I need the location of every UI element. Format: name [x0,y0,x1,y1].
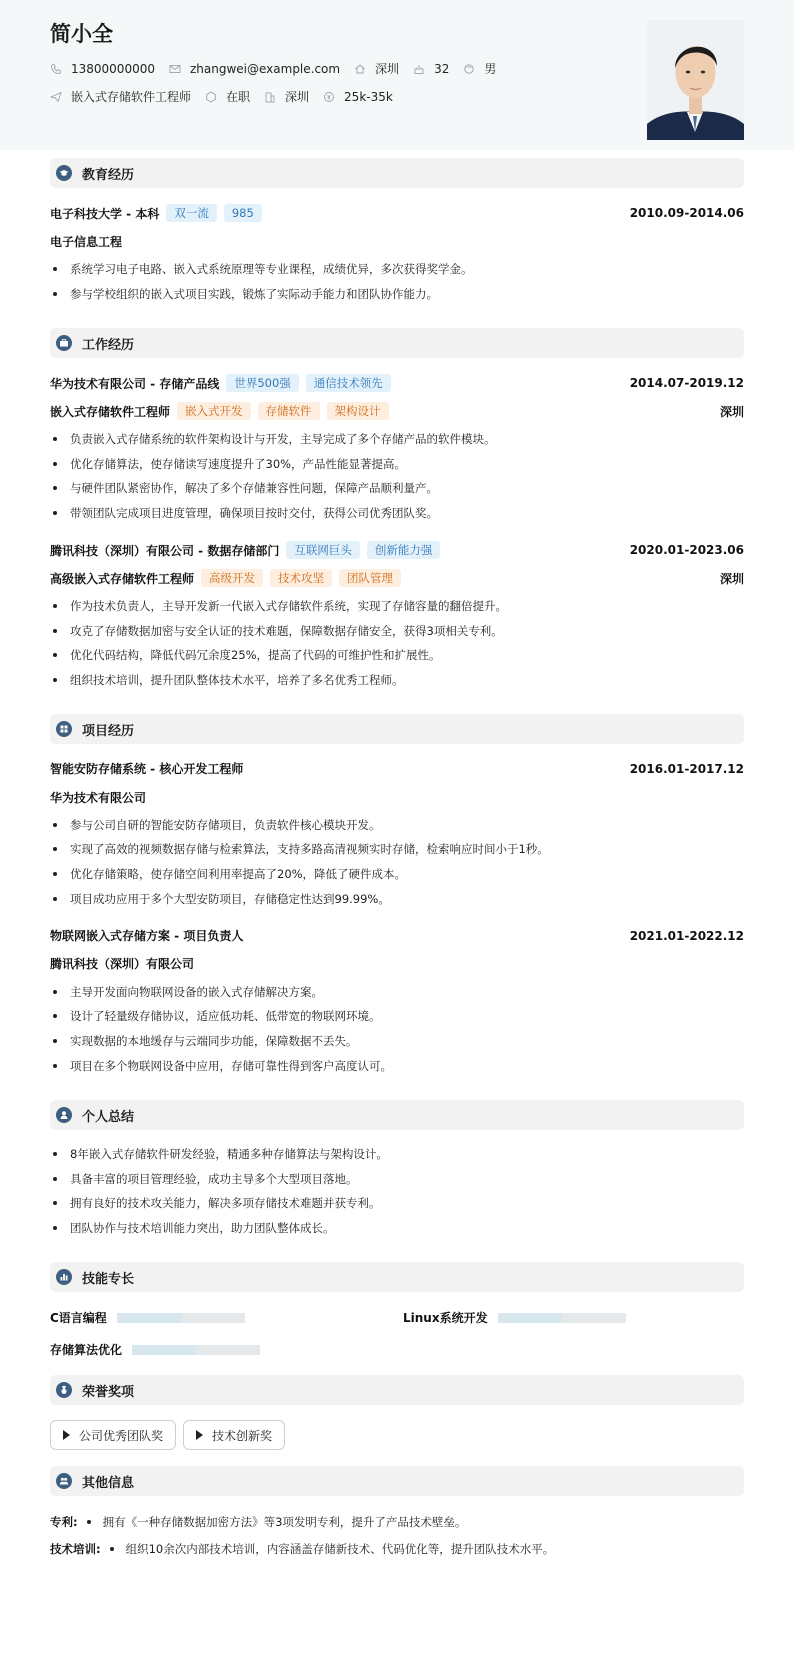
project-company-line [50,789,744,806]
work-section-header [50,328,744,358]
list-item: 项目成功应用于多个大型安防项目，存储稳定性达到99.99%。 [50,891,744,907]
award-item [183,1420,285,1450]
list-item: 拥有良好的技术攻关能力，解决多项存储技术难题并获专利。 [50,1195,744,1211]
project-period: 2021.01-2022.12 [629,928,744,943]
list-item: 优化存储策略，使存储空间利用率提高了20%，降低了硬件成本。 [50,866,744,882]
company-tag: 创新能力强 [367,541,441,559]
work-company-line [50,541,744,559]
role-tag: 高级开发 [201,569,263,587]
list-item: 组织技术培训，提升团队整体技术水平，培养了多名优秀工程师。 [50,672,744,688]
skill-name: Linux系统开发 [403,1311,488,1325]
work-location: 深圳 [719,571,744,586]
other-key: 专利: [50,1515,78,1529]
summary-section-header [50,1100,744,1130]
list-item: 与硬件团队紧密协作，解决了多个存储兼容性问题，保障产品顺利量产。 [50,480,744,496]
contact-row [50,60,510,77]
play-icon [196,1430,203,1440]
list-item: 参与学校组织的嵌入式项目实践，锻炼了实际动手能力和团队协作能力。 [50,286,744,302]
email-item [169,62,340,76]
role-name: 嵌入式存储软件工程师 [50,404,171,419]
award-item [50,1420,176,1450]
role-name: 高级嵌入式存储软件工程师 [50,571,195,586]
project-title-line [50,927,744,944]
company-name: 华为技术有限公司 - 存储产品线 [50,376,220,391]
education-section-title: 教育经历 [82,167,135,183]
other-item [50,1514,466,1530]
other-item [50,1541,554,1557]
phone-icon [50,63,62,75]
target-city-text: 深圳 [285,90,310,104]
work-role-line [50,569,744,587]
projects-section-title: 项目经历 [82,723,135,739]
project-title-line [50,760,744,777]
company-tag: 互联网巨头 [286,541,360,559]
skill-fill [498,1313,562,1323]
skills-section-title: 技能专长 [82,1271,135,1287]
project-title: 智能安防存储系统 - 核心开发工程师 [50,762,244,776]
age-text: 32 [434,61,450,76]
project-company-line [50,955,744,972]
gender-text: 男 [484,62,497,76]
list-item: 主导开发面向物联网设备的嵌入式存储解决方案。 [50,984,744,1000]
other-value: 组织10余次内部技术培训，内容涵盖存储新技术、代码优化等，提升团队技术水平。 [125,1542,555,1556]
work-company-line [50,374,744,392]
award-label: 公司优秀团队奖 [79,1428,164,1443]
list-item: 8年嵌入式存储软件研发经验，精通多种存储算法与架构设计。 [50,1146,744,1162]
work-period: 2014.07-2019.12 [629,376,744,390]
list-item: 设计了轻量级存储协议，适应低功耗、低带宽的物联网环境。 [50,1008,744,1024]
list-item: 优化存储算法，使存储读写速度提升了30%，产品性能显著提高。 [50,456,744,472]
position-item [50,88,191,105]
list-item: 实现了高效的视频数据存储与检索算法，支持多路高清视频实时存储，检索响应时间小于1秒。 [50,841,744,857]
list-item: 项目在多个物联网设备中应用，存储可靠性得到客户高度认可。 [50,1058,744,1074]
city-text: 深圳 [375,62,400,76]
school-tag: 双一流 [166,204,217,222]
project-period: 2016.01-2017.12 [629,761,744,776]
summary-section-title: 个人总结 [82,1109,135,1125]
project-title: 物联网嵌入式存储方案 - 项目负责人 [50,929,244,943]
cake-icon [413,63,425,75]
education-major-line [50,233,744,250]
skill-bar [132,1345,260,1355]
role-tag: 团队管理 [339,569,401,587]
other-section-header [50,1466,744,1496]
company-name: 腾讯科技（深圳）有限公司 - 数据存储部门 [50,543,280,558]
awards-section-header [50,1375,744,1405]
city-item [354,60,399,77]
people-icon [56,1473,72,1489]
list-item: 团队协作与技术培训能力突出，助力团队整体成长。 [50,1220,744,1236]
target-city-item [264,88,309,105]
school-name: 电子科技大学 - 本科 [50,206,160,221]
skill-fill [117,1313,181,1323]
building-icon [264,91,276,103]
work-role-line [50,402,744,420]
job-intent-row [50,88,407,105]
status-item [205,88,250,105]
play-icon [63,1430,70,1440]
hexagon-icon [205,91,217,103]
other-section-title: 其他信息 [82,1475,135,1491]
status-text: 在职 [226,90,251,104]
other-value: 拥有《一种存储数据加密方法》等3项发明专利，提升了产品技术壁垒。 [102,1515,467,1529]
skill-bar [498,1313,626,1323]
work-section-title: 工作经历 [82,337,135,353]
salary-item [323,90,393,104]
salary-text: 25k-35k [344,89,393,104]
candidate-name: 简小全 [50,22,113,46]
list-item: 作为技术负责人，主导开发新一代嵌入式存储软件系统，实现了存储容量的翻倍提升。 [50,598,744,614]
list-item: 优化代码结构，降低代码冗余度25%，提高了代码的可维护性和扩展性。 [50,647,744,663]
role-tag: 存储软件 [258,402,320,420]
major-name: 电子信息工程 [50,235,123,249]
list-item: 负责嵌入式存储系统的软件架构设计与开发，主导完成了多个存储产品的软件模块。 [50,431,744,447]
skill-name: 存储算法优化 [50,1343,123,1357]
phone-text: 13800000000 [71,61,155,76]
medal-icon [56,1382,72,1398]
company-tag: 通信技术领先 [306,374,391,392]
skills-section-header [50,1262,744,1292]
projects-section-header [50,714,744,744]
profile-photo [647,20,744,140]
gender-item [463,60,496,77]
other-key: 技术培训: [50,1542,101,1556]
work-location: 深圳 [719,404,744,419]
skill-fill [132,1345,196,1355]
skill-item [50,1309,245,1326]
graduation-cap-icon [56,165,72,181]
skill-item [403,1309,626,1326]
awards-section-title: 荣誉奖项 [82,1384,135,1400]
briefcase-icon [56,335,72,351]
project-company: 腾讯科技（深圳）有限公司 [50,957,195,971]
list-item: 系统学习电子电路、嵌入式系统原理等专业课程，成绩优异，多次获得奖学金。 [50,261,744,277]
phone-item [50,62,155,76]
list-item: 参与公司自研的智能安防存储项目，负责软件核心模块开发。 [50,817,744,833]
home-icon [354,63,366,75]
email-text: zhangwei@example.com [189,61,341,76]
person-icon [56,1107,72,1123]
work-period: 2020.01-2023.06 [629,543,744,557]
role-tag: 架构设计 [327,402,389,420]
grid-icon [56,721,72,737]
list-item: 具备丰富的项目管理经验，成功主导多个大型项目落地。 [50,1171,744,1187]
list-item: 攻克了存储数据加密与安全认证的技术难题，保障数据存储安全，获得3项相关专利。 [50,623,744,639]
education-school-line [50,204,744,222]
age-item [413,62,449,76]
education-section-header [50,158,744,188]
role-tag: 技术攻坚 [270,569,332,587]
school-tag: 985 [224,204,262,222]
skill-item [50,1341,260,1358]
list-item: 实现数据的本地缓存与云端同步功能，保障数据不丢失。 [50,1033,744,1049]
company-tag: 世界500强 [226,374,298,392]
resume-header [0,0,794,150]
bar-chart-icon [56,1269,72,1285]
award-label: 技术创新奖 [212,1428,273,1443]
skill-name: C语言编程 [50,1311,107,1325]
project-company: 华为技术有限公司 [50,791,147,805]
coin-icon [323,91,335,103]
send-icon [50,91,62,103]
gender-icon [463,63,475,75]
role-tag: 嵌入式开发 [177,402,251,420]
list-item: 带领团队完成项目进度管理，确保项目按时交付，获得公司优秀团队奖。 [50,505,744,521]
position-text: 嵌入式存储软件工程师 [71,90,192,104]
email-icon [169,63,181,75]
education-period: 2010.09-2014.06 [629,206,744,220]
skill-bar [117,1313,245,1323]
